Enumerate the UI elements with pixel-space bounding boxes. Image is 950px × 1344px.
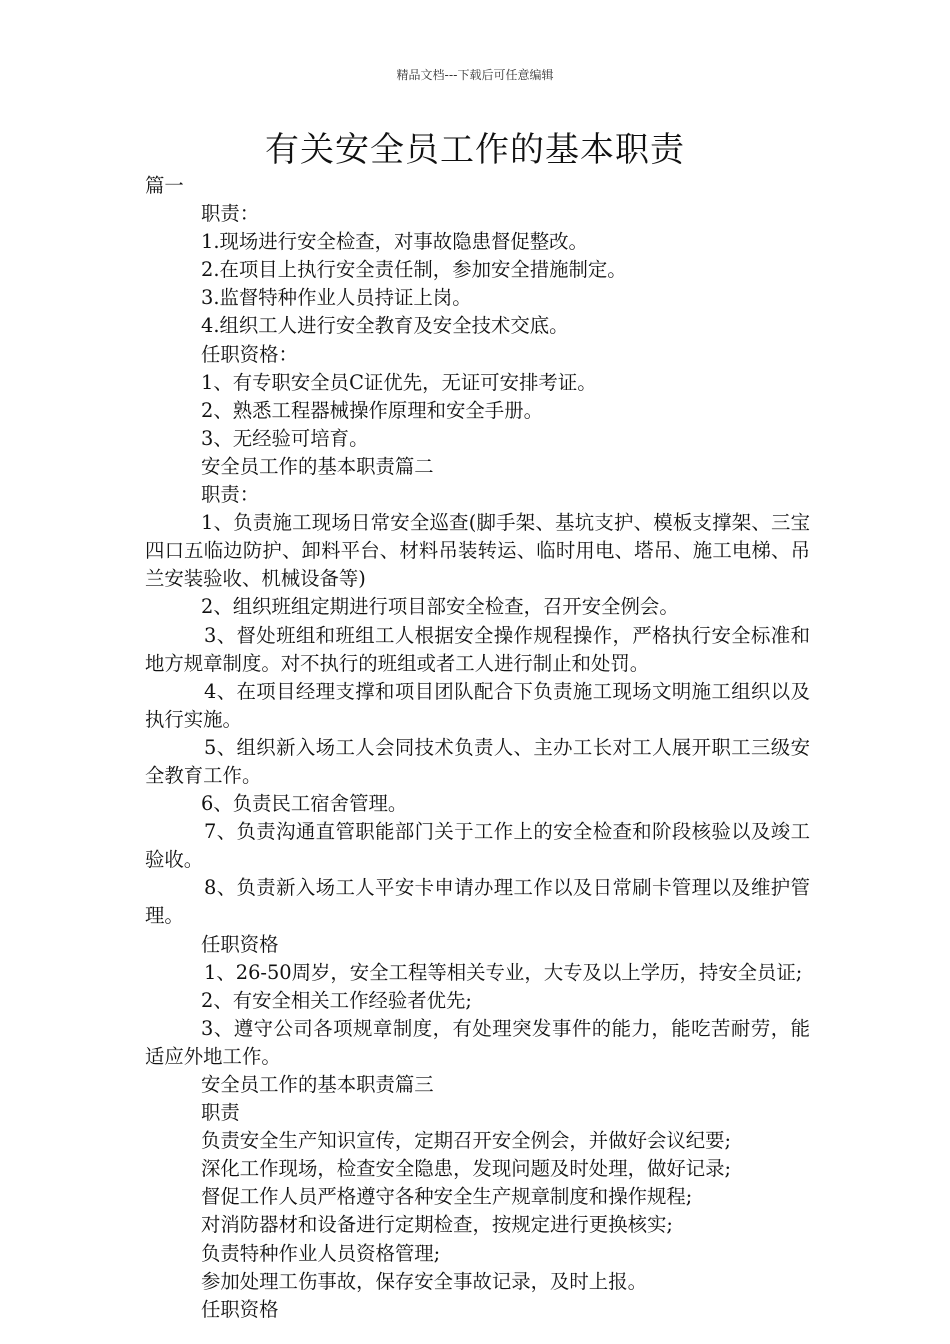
list-item: 1、有专职安全员C证优先，无证可安排考证。 [201,370,597,394]
subheading: 任职资格 [201,932,279,956]
paragraph: 3、督处班组和班组工人根据安全操作规程操作，严格执行安全标准和地方规章制度。对不执行的班组或者工人进行制止和处罚。 [145,623,810,675]
paragraph: 2、组织班组定期进行项目部安全检查，召开安全例会。 [201,595,679,619]
paragraph: 8、负责新入场工人平安卡申请办理工作以及日常刷卡管理以及维护管理。 [145,876,810,928]
list-item: 3.监督特种作业人员持证上岗。 [201,286,472,310]
subheading: 任职资格： [201,342,298,366]
list-item: 督促工作人员严格遵守各种安全生产规章制度和操作规程; [201,1185,693,1209]
section-heading: 篇一 [145,174,184,197]
subheading: 职责： [201,483,260,507]
list-item: 4.组织工人进行安全教育及安全技术交底。 [201,314,569,338]
list-item: 负责安全生产知识宣传，定期召开安全例会，并做好会议纪要; [201,1129,732,1153]
list-item: 参加处理工伤事故，保存安全事故记录，及时上报。 [201,1269,647,1293]
paragraph: 6、负责民工宿舍管理。 [201,792,408,816]
subheading: 任职资格 [201,1297,279,1321]
section-heading: 安全员工作的基本职责篇三 [201,1073,434,1096]
document-body [145,172,810,1324]
list-item: 1.现场进行安全检查，对事故隐患督促整改。 [201,230,588,254]
list-item: 对消防器材和设备进行定期检查，按规定进行更换核实; [201,1213,673,1237]
page-header-note: 精品文档---下载后可任意编辑 [396,68,554,82]
subheading: 职责： [201,202,260,226]
list-item: 2.在项目上执行安全责任制，参加安全措施制定。 [201,258,627,282]
document-title: 有关安全员工作的基本职责 [265,130,685,170]
paragraph: 1、负责施工现场日常安全巡查(脚手架、基坑支护、模板支撑架、三宝四口五临边防护、卸料平台、材料吊装转运、临时用电、塔吊、施工电梯、吊兰安装验收、机械设备等) [145,511,810,591]
paragraph: 3、遵守公司各项规章制度，有处理突发事件的能力，能吃苦耐劳，能适应外地工作。 [145,1016,810,1068]
list-item: 2、熟悉工程器械操作原理和安全手册。 [201,398,543,422]
paragraph: 7、负责沟通直管职能部门关于工作上的安全检查和阶段核验以及竣工验收。 [145,820,810,872]
subheading: 职责 [201,1101,240,1125]
paragraph: 2、有安全相关工作经验者优先; [201,988,472,1012]
paragraph: 5、组织新入场工人会同技术负责人、主办工长对工人展开职工三级安全教育工作。 [145,735,810,787]
list-item: 负责特种作业人员资格管理; [201,1241,441,1265]
paragraph: 1、26-50周岁，安全工程等相关专业，大专及以上学历，持安全员证; [204,960,803,984]
list-item: 3、无经验可培育。 [201,426,369,450]
paragraph: 4、在项目经理支撑和项目团队配合下负责施工现场文明施工组织以及执行实施。 [145,679,810,731]
section-heading: 安全员工作的基本职责篇二 [201,454,434,478]
list-item: 深化工作现场，检查安全隐患，发现问题及时处理，做好记录; [201,1157,732,1181]
